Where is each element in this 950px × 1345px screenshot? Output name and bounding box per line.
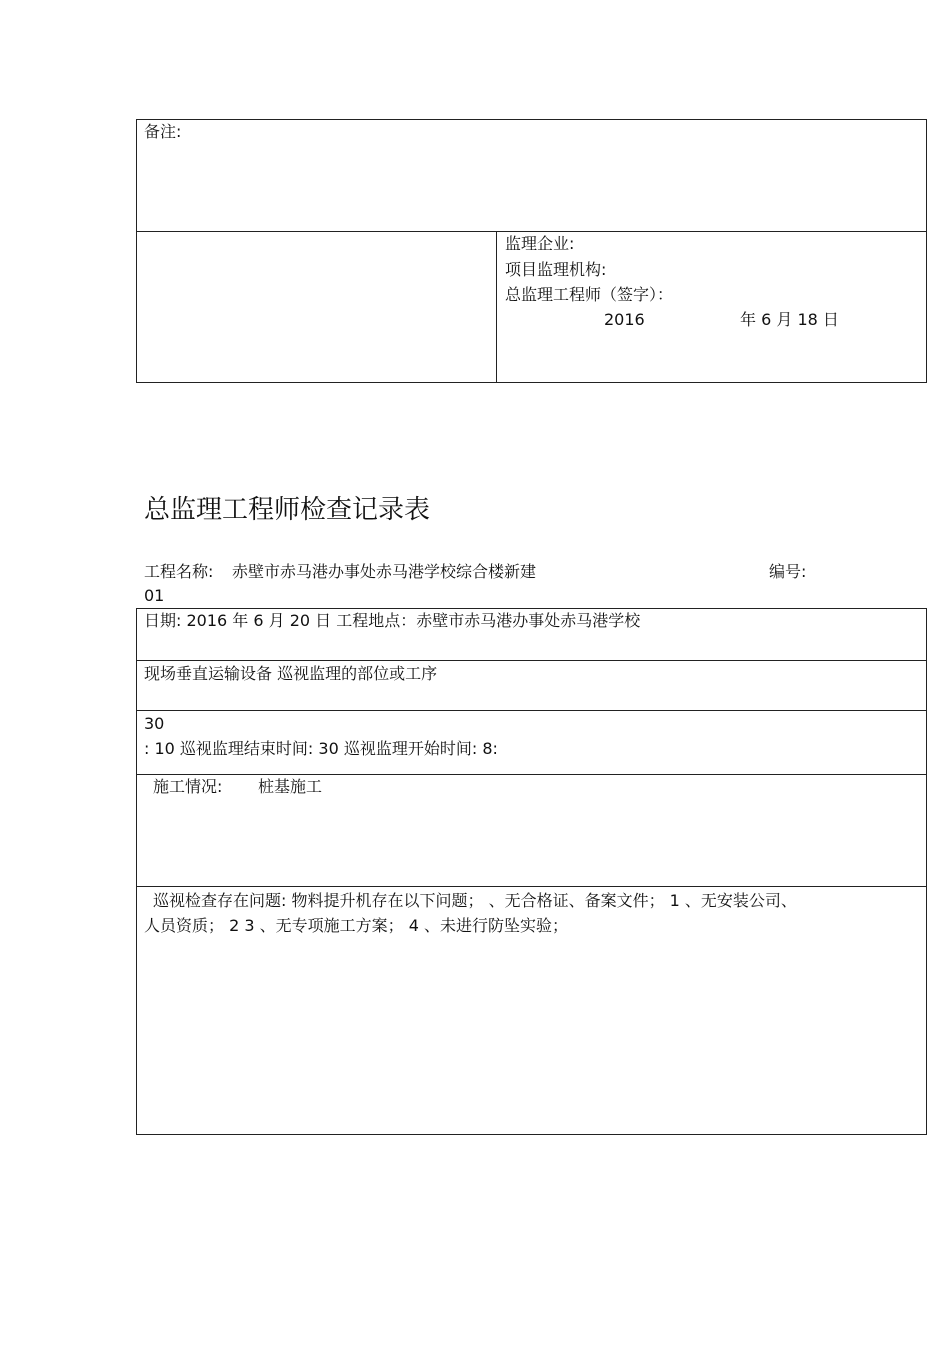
sign-date-rest: 年 6 月 18 日: [740, 310, 839, 329]
row-divider: [136, 660, 927, 661]
remarks-divider: [136, 231, 927, 232]
page-title: 总监理工程师检查记录表: [144, 495, 431, 525]
time-row-line2: : 10 巡视监理结束时间: 30 巡视监理开始时间: 8:: [144, 739, 498, 758]
row-divider: [136, 886, 927, 887]
row-divider: [136, 710, 927, 711]
project-name-label: 工程名称:: [144, 562, 214, 581]
date-location-row: 日期: 2016 年 6 月 20 日 工程地点：赤壁市赤马港办事处赤马港学校: [144, 611, 641, 630]
inspection-record-table: [136, 608, 927, 1135]
remark-label: 备注:: [144, 122, 182, 141]
construction-label: 施工情况:: [153, 777, 223, 796]
row-divider: [136, 774, 927, 775]
number-value: 01: [144, 586, 165, 605]
project-agency-label: 项目监理机构:: [505, 260, 607, 279]
construction-value: 桩基施工: [258, 777, 323, 796]
issues-line1: 巡视检查存在问题: 物料提升机存在以下问题； 、无合格证、备案文件； 1 、无安装公司、: [153, 891, 797, 910]
issues-line2: 人员资质； 2 3 、无专项施工方案； 4 、未进行防坠实验；: [144, 916, 568, 935]
equipment-row: 现场垂直运输设备 巡视监理的部位或工序: [144, 664, 438, 683]
chief-engineer-sign-label: 总监理工程师（签字）：: [505, 285, 674, 304]
time-row-line1: 30: [144, 714, 165, 733]
sign-date-year: 2016: [604, 310, 645, 329]
project-name-value: 赤壁市赤马港办事处赤马港学校综合楼新建: [232, 562, 537, 581]
number-label: 编号:: [769, 562, 807, 581]
signature-column-divider: [496, 231, 497, 383]
supervision-company-label: 监理企业:: [505, 234, 575, 253]
